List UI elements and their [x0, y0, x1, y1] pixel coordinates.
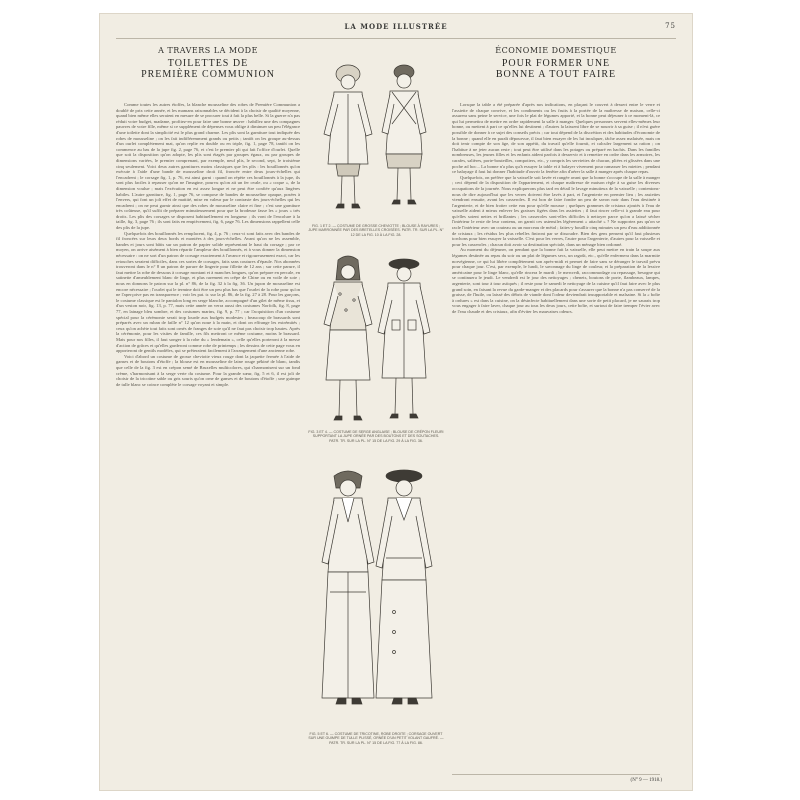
- figure-5-6: [308, 462, 444, 745]
- right-headline-line-2: BONNE A TOUT FAIRE: [495, 69, 617, 80]
- left-headline-line-1: TOILETTES DE: [167, 58, 249, 69]
- two-children-coats-illustration: [308, 54, 444, 224]
- magazine-page: [100, 14, 692, 790]
- left-paragraph: Comme toutes les autres étoffes, la blanche mousseline des robes de Première Communion a doublé de prix cette année, et les mamans raisonnables se décident à la choisir de qualité moyenne, quand bien même elles seraient en mesure de se procurer tout à fait la plus belle. Si la guerre n'a pas réduit votre budget, madame, profitez-en pour faire une bonne œuvre : habillez une des compagnes pauvres de votre fille, même si ce supplément de dépenses vous oblige à diminuer un peu l'élégance d'une toilette dont la simplicité est le plus grand charme. Les plis sont la garniture tout indiquée des robes de mousseline ; on les fait indifféremment grands ou petits ; tantôt on les groupe au-dessus d'un ourlet complètement mat, qu'on replie en double ou en triple, fig. 1, page 78, tantôt on les commence au bas de la jupe fig. 2, page 76, et c'est le premier pli qui fait l'office d'ourlet. Quelle que soit la disposition qu'on adopte, les plis sont étagés par groupes égaux, ou par groupes de dimensions variées, le premier comprenant, par exemple, neuf plis, le second, sept, le troisième cinq seulement. Voici deux autres garnitures moins classiques que les plis : les bouillonnés qu'on exécute à l'aide d'une bande de mousseline droit fil, froncée entre deux jours-échelles qui l'encadrent ; le corsage fig. 1, p. 76, est ainsi garni : quand on répète ces bouillonnés à la jupe, ils sont plus faciles à repasser qu'on ne l'imagine, pourvu qu'on ait un fer ovale, ou « coque », de la dimension voulue ; mais l'exécution en est assez longue et ne peut être confiée qu'aux lingères habiles. L'autre garniture, fig. 1, page 76, se compose de bandes de mousseline opaque, posées à l'envers, qui font un joli effet de mattité, mise en valeur par le contraste des jours-échelles qui les encadrent ; on ne peut garnir ainsi que des robes de mousseline claire et fine ; c'est une garniture très coûteuse, qu'il suffit de préparer minutieusement pour que la brodeuse fasse les « jours » très droits. Les plis des corsages se disposent habituellement en longueur ; ils vont de l'encolure à la taille, fig. 3, page 76 ; ils sont faits en empiècement, fig. 6, page 76. Les dimensions rappellent celle des plis de la jupe.: [116, 102, 300, 231]
- running-head: [116, 22, 676, 36]
- right-article-body: [452, 102, 660, 762]
- magazine-title: LA MODE ILLUSTRÉE: [344, 22, 448, 31]
- header-rule: [116, 38, 676, 39]
- right-headline-line-1: POUR FORMER UNE: [501, 58, 611, 69]
- left-section-kicker: A TRAVERS LA MODE: [158, 46, 258, 55]
- two-young-women-costumes-illustration: [308, 462, 444, 732]
- figure-caption: FIG. 3 ET 4. — COSTUME DE SERGE ANGLAISE ; BLOUSE DE CRÉPON FLEURI SUPPORTANT LA JUPE ORNÉE PAR DES BOUTONS ET DES SOUTACHES. PATR. TR. SUR LA PL. N° 15 DE LA FIG. 29 À LA FIG. 36.: [308, 430, 444, 443]
- footer-rule: [452, 774, 660, 775]
- left-paragraph: Voici d'abord un costume de grosse cheviotte vieux rouge dont la jaquette fermée à l'aide de ganses et de boutons d'étoffe ; la blouse est en mousseline de laine rouge pékiné de blanc, tandis que celle de la fig. 3 est en crépon semé de Bruxelles multicolores, qui s'harmonisent sur un fond crème, s'harmonisant à la serge verte du costume. Pour la grande sœur, fig. 5 et 6, il est joli de choisir de la tricotine sable ou gris souris qu'on orne de ganses et de boutons d'étoffe ; une guimpe de tulle blanc se coince complète le corsage voyant et simple.: [116, 353, 300, 387]
- right-paragraph: Au moment du déjeuner, on pendant que la bonne fait la vaisselle, elle peut mettre en train la soupe aux légumes destinée au repas du soir ou un plat de légumes secs, un ragoût, etc., qu'elle enfermera dans la marmite norvégienne, ce qui lui libère complètement son après-midi et permet de faire sans se déranger le travail prévu pour chaque jour. C'est, par exemple, le lundi, le savonnage du linge de couleur, et la préparation de la lessive américaine pour le linge blanc, qu'elle rincera le mardi ; le mercredi, raccommodage ou repassage, besogne qui se continuera le jeudi. Le vendredi est le jour des nettoyages ; chenets, boutons de porte, flambeaux, lampes, argenterie, sont tour à tour astiqués ; il reste pour le samedi le nettoyage de la cuisine qu'il faut faire avec le plus grand soin, en faisant la revue du garde-manger et des placards pour s'assurer que la bonne n'a pas conservé de la graisse, de l'huile, ou laissé des débris de viande dont l'odeur deviendrait insupportable et malsaine. Si la « boîte à ordures » est dans la cuisine, on la désinfecte habituellement dans une sorte de petit placard, je ne saurais trop vous engager à faire laver, chaque jour au tous les deux jours, cette boîte, et surtout de faire tremper l'évier avec de l'eau chaude et des cristaux, afin d'éviter les mauvaises odeurs.: [452, 247, 660, 314]
- two-girls-dresses-illustration: [308, 250, 444, 430]
- right-paragraph: Lorsque la table a été préparée d'après nos indications, en plaçant le couvert à dessert entre le verre et l'assiette de chaque convive, et les condiments ou les fruits à la portée de la maîtresse de maison, celle-ci assurera sans peine le service, une fois le plat de légumes apporté, et la bonne peut déjeuner à ce moment-là, ce qui lui permettra de mettre en ordre rapidement la salle à manger. Quelques personnes servent elles-mêmes leur bonne, ou mettent à part ce qu'elles lui destinent ; d'autres la laissent libre de se nourrir à sa guise ; il n'est guère possible de donner à ce sujet des conseils précis ; car tout dépend de la discrétion et des habitudes d'économie de la bonne ; quand elle en paraît dépourvue, il faut bien essayer de les lui inculquer, tâche assez malaisée, mais on doit tenir compte de son âge, de son appétit, du travail qu'elle fournit, et calculer largement sa ration ; on l'habitue à ne jeter aucun reste ; tout peut être utilisé dans les potages ou préparé en hachis. Dans les familles nombreuses, les jeunes filles et les enfants aident parfois à desservir et à remettre en ordre dans les armoires, les carafes, salières, porte-bouteilles, compotiers, etc., y compris les serviettes de chacun, pliées et glissées dans une poche ad hoc... La bonne n'a plus qu'à essuyer la table et à balayer vivement pour ramasser les miettes ; pendant ce balayage il faut lui donner l'habitude d'ouvrir la fenêtre afin d'aérer la salle à manger après chaque repas.: [452, 102, 660, 175]
- right-headline: [452, 58, 660, 80]
- right-paragraph: Quelquefois, on préfère que la vaisselle soit lavée et rangée avant que la bonne s'occupe de la salle à manger ; ceci dépend de la disposition de l'appartement, et chaque maîtresse de maison règle à sa guise les diverses occupations de la journée. Nous expliquerons plus tard en détail le lavage minutieux de la vaisselle ; contentons-nous de dire aujourd'hui que les verres doivent être lavés à part, et l'argenterie en premier lieu ; les assiettes viendront ensuite, avant les casseroles. Il est bon de faire fondre un peu de savon noir dans l'eau destinée à l'argenterie, et de bien frotter cette eau pour qu'elle mousse ; quelques grammes de cristaux ajoutés à l'eau de vaisselle aident à mieux enlever les graisses figées dans les assiettes ; il faut rincer celle-ci à grande eau pour qu'elles soient nettes et brillantes ; les casseroles sont-elles difficiles à nettoyer parce qu'on a laissé sécher l'intérieur le reste de leur contenu, on garnit ces ustensiles légèrement « attaché » ? Ne supportez pas qu'on se racle l'intérieur avec un couteau ou un morceau de métal ; faites-y bouillir cinq minutes un peu d'eau additionnée de cristaux ; les résidus les plus rebelles finiront par se dissoudre. Bien des gens pensent qu'il faut plusieurs torchons pour bien essuyer la vaisselle. C'est pour les verres, l'autre pour l'argenterie, d'autres pour la vaisselle et pour les casseroles ; chacun doit avoir sa destination spéciale, dans un ménage bien ordonné.: [452, 174, 660, 247]
- figure-caption: FIG. 1 ET 2. — COSTUME DE GROSSE CHEVIOTTE ; BLOUSE À RAYURES ; JUPE MARRONNÉE PAR DES BRETELLES CROISÉES. PATR. TR. SUR LA PL. N° 12 DE LA FIG. 10 À LA FIG. 28.: [308, 224, 444, 237]
- issue-number: (N° 9 — 1918.): [630, 778, 662, 783]
- figure-3-4: [308, 250, 444, 443]
- left-article-body: [116, 102, 300, 762]
- right-section-kicker: ÉCONOMIE DOMESTIQUE: [495, 46, 617, 55]
- figure-caption: FIG. 5 ET 6. — COSTUME DE TRICOTINE, ROBE DROITE ; CORSAGE OUVERT SUR UNE GUIMPE DE TULLE PLISSÉ, ORNÉE D'UN PETIT VOLANT GAUFRÉ. — PATR. TR. SUR LA PL. N° 15 DE LA FIG. 77 À LA FIG. 86.: [308, 732, 444, 745]
- left-headline-line-2: PREMIÈRE COMMUNION: [141, 69, 275, 80]
- left-paragraph: Quelquefois des bouillonnés les remplacent, fig. 4, p. 76 ; ceux-ci sont faits avec des bandes de fil froncées sur leurs deux bords et montées à des jours-échelles. Avant qu'on ne les assemble, bandes et jours sont bâtis sur un patron de papier solide représentant le haut du corsage ; par ce moyen, on arrive aisément à bien répartir l'ampleur des bouillonnés, et à vous donner la dimension nécessaire : on ne sort d'un patron de corsage exactement à l'avance et rigoureusement exact, car les retouches seraient difficiles, dans ces sortes de corsages, faits sans coutures d'épaule. Nos abonnées trouveront dans le n° 8 un patron de parure de lingerie pour fillette de 12 ans ; sur cette parure, il faut mettre la robe de dessous à corsage montant et à manches longues, qu'on prépare en percale, en satinette d'ameublement blanc de linge, et plus rarement en crêpe de Chine ou en voile de soie ; nous en donnons le patron sur la pl. n° 86, de la fig. 32 à la fig. 36. Un jupon de mousseline est encore nécessaire ; l'ourlet qui le termine doit être un peu plus bas que l'ourlet de la robe pour qu'on ne l'aperçoive pas en transparence ; voir les pat. tr. sur la pl. 86, de la fig. 27 à 28. Pour les garçons, le costume classique est le pantalon long en serge blanche, accompagné d'un gilet de même tissu, et d'un veston noir, fig. 13, p. 77, mais cette année on verra aussi des costumes Norfolk, fig. 8, page 77, en lainage bleu sombre, et des costumes marins, fig. 9, p. 77 ; car l'acquisition d'un costume spécial pour la cérémonie serait trop lourde aux budgets modestes ; beaucoup de brassards sont préparés avec un ruban de faille n° 12 qu'on noue à la main, et dont on effrange les extrémités ; ceux qu'on achète tout faits sont ornés de franges de soie qu'il ne faut pas choisir trop hautes. Après la cérémonie, pour les visites de famille, ces fils mettront ce même costume, moins le brassard. Mais pour nos filles, il faut songer à la robe du « lendemain », celle qu'elles porteront à la messe d'action de grâces et qu'elles garderont comme robe de printemps ; les dessins de cette page vous en apporteront de gentils modèles, qui se prêteraient facilement à l'arrangement d'une ancienne robe.: [116, 230, 300, 354]
- fashion-illustrations: [308, 54, 444, 770]
- left-headline: [116, 58, 300, 80]
- page-number: 75: [665, 22, 676, 30]
- figure-1-2: [308, 54, 444, 237]
